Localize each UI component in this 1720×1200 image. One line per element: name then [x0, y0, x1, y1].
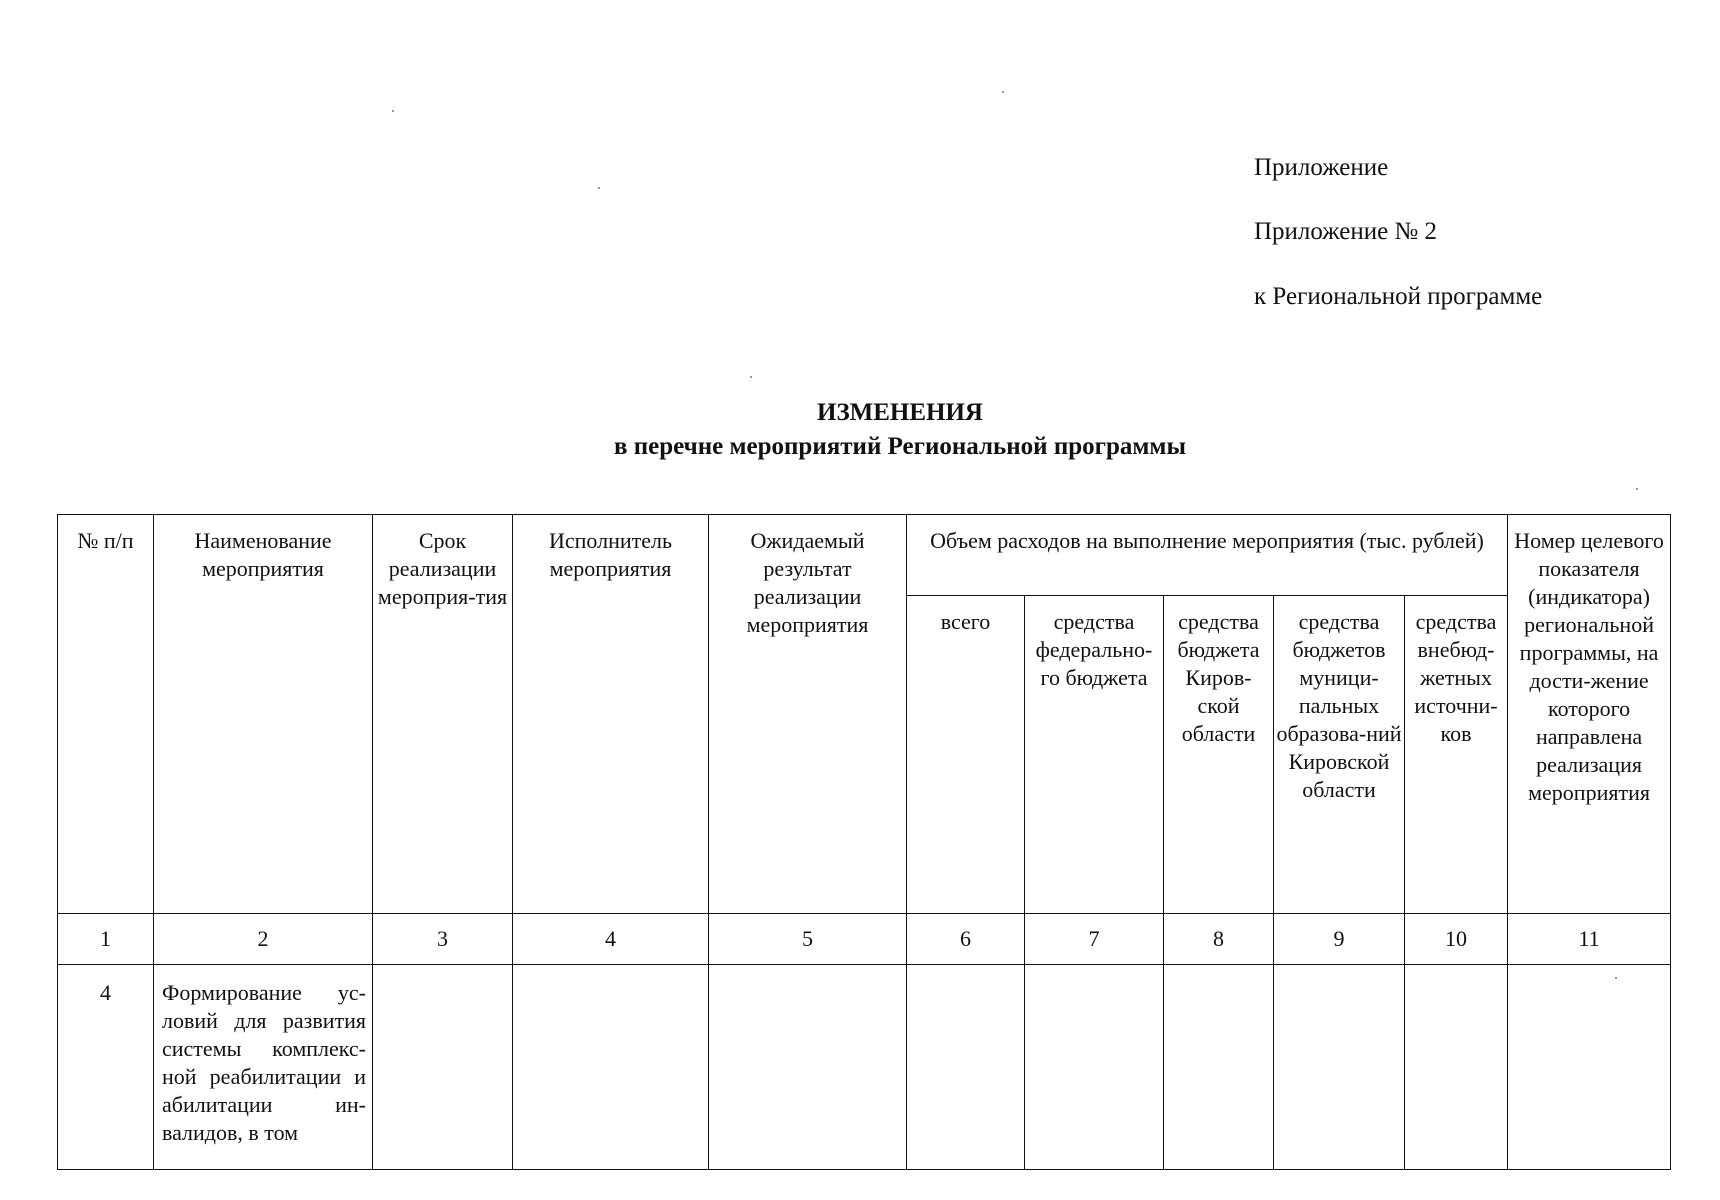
row-term: [373, 965, 513, 1170]
header-municipal: средства бюджетов муници-пальных образова-ний Кировской области: [1274, 596, 1405, 914]
row-indicator: [1508, 965, 1671, 1170]
column-number: 8: [1164, 914, 1274, 965]
header-num: № п/п: [58, 515, 154, 914]
measures-table: [57, 514, 1671, 1170]
header-indicator: Номер целевого показателя (индикатора) региональной программы, на дости-жение которого направлена реализация мероприятия: [1508, 515, 1671, 914]
row-regional: [1164, 965, 1274, 1170]
scan-speck: [598, 187, 600, 189]
column-number: 10: [1405, 914, 1508, 965]
header-federal: средства федерально-го бюджета: [1025, 596, 1164, 914]
column-number: 3: [373, 914, 513, 965]
header-expenses-group: Объем расходов на выполнение мероприятия (тыс. рублей): [907, 515, 1508, 596]
scan-speck: [1002, 91, 1004, 93]
appendix-target: к Региональной программе: [1254, 283, 1543, 310]
row-offbudget: [1405, 965, 1508, 1170]
column-number: 2: [154, 914, 373, 965]
column-number: 7: [1025, 914, 1164, 965]
column-number: 9: [1274, 914, 1405, 965]
table-row: [58, 965, 1671, 1170]
scan-speck: [1615, 977, 1617, 979]
document-subtitle: в перечне мероприятий Региональной программы: [614, 433, 1186, 460]
header-regional: средства бюджета Киров-ской области: [1164, 596, 1274, 914]
row-total: [907, 965, 1025, 1170]
scan-speck: [750, 376, 752, 378]
column-number: 4: [513, 914, 709, 965]
column-number: 5: [709, 914, 907, 965]
row-result: [709, 965, 907, 1170]
document-title: ИЗМЕНЕНИЯ: [817, 399, 983, 426]
header-executor: Исполнитель мероприятия: [513, 515, 709, 914]
header-name: Наименование мероприятия: [154, 515, 373, 914]
scan-speck: [392, 110, 394, 112]
row-municipal: [1274, 965, 1405, 1170]
header-row-1: [58, 515, 1671, 596]
column-number-row: [58, 914, 1671, 965]
header-total: всего: [907, 596, 1025, 914]
column-number: 6: [907, 914, 1025, 965]
row-number: 4: [58, 965, 154, 1170]
header-result: Ожидаемый результат реализации мероприятия: [709, 515, 907, 914]
appendix-label: Приложение: [1254, 154, 1389, 181]
row-executor: [513, 965, 709, 1170]
row-federal: [1025, 965, 1164, 1170]
column-number: 11: [1508, 914, 1671, 965]
appendix-number: Приложение № 2: [1254, 218, 1438, 245]
header-offbudget: средства внебюд-жетных источни-ков: [1405, 596, 1508, 914]
scan-speck: [1636, 488, 1638, 490]
column-number: 1: [58, 914, 154, 965]
header-term: Срок реализации мероприя-тия: [373, 515, 513, 914]
row-measure-name: Формирование ус-ловий для развития системы комплекс-ной реабилитации и абилитации ин-валидов, в том: [154, 965, 373, 1170]
